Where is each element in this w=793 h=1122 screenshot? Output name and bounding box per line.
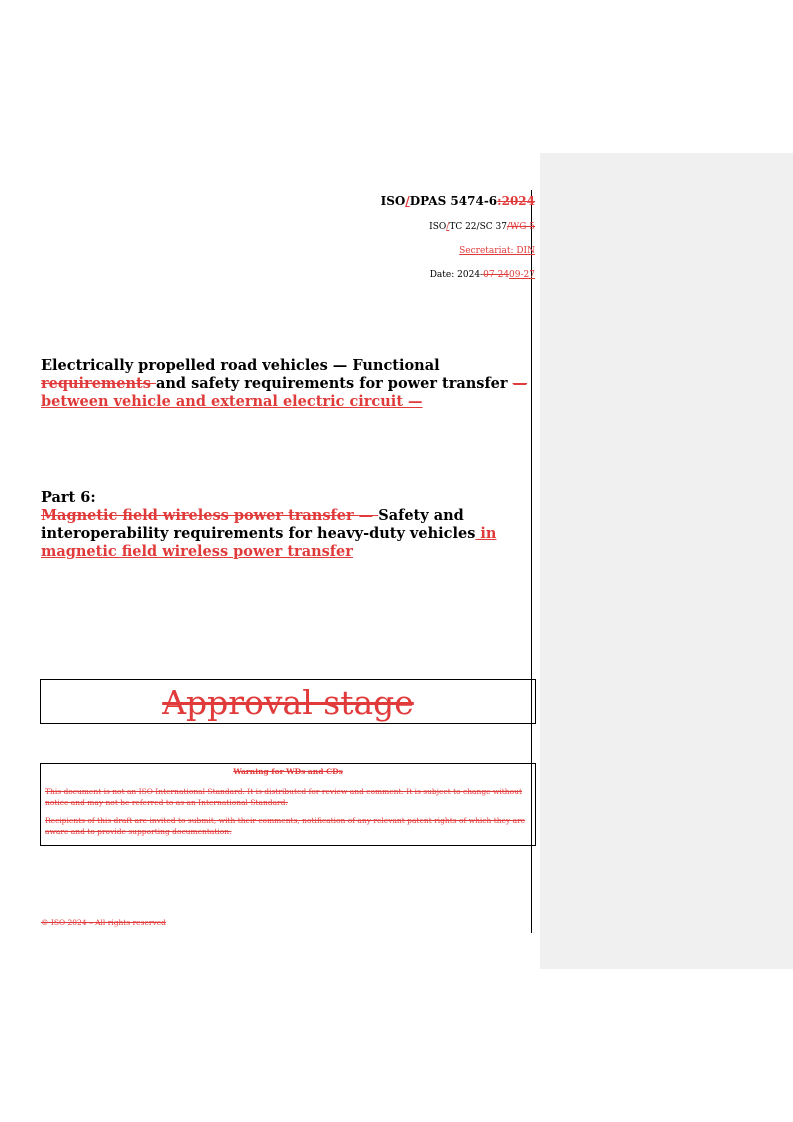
part-label: Part 6: bbox=[41, 489, 96, 506]
committee-reference bbox=[429, 222, 535, 232]
document-date bbox=[430, 270, 535, 280]
date-prefix: Date: 2024- bbox=[429, 270, 484, 280]
document-title bbox=[41, 357, 529, 411]
title-text-1: Electrically propelled road vehicles — Functional bbox=[41, 357, 440, 374]
date-inserted: 09-27 bbox=[509, 270, 535, 280]
title-inserted-text: between vehicle and external electric circuit — bbox=[41, 393, 423, 410]
tc-org: ISO bbox=[429, 222, 447, 232]
part-title bbox=[41, 507, 536, 561]
tc-deleted-wg: /WG 5 bbox=[506, 222, 535, 232]
document-number bbox=[381, 194, 535, 208]
title-text-2: and safety requirements for power transfer bbox=[155, 375, 513, 392]
warning-paragraph-2: Recipients of this draft are invited to submit, with their comments, notification of any relevant patent rights of which they are aware and to provide supporting documentation. bbox=[45, 816, 526, 836]
part-deleted-dash: — bbox=[358, 507, 379, 524]
doc-org: ISO bbox=[380, 194, 406, 208]
title-deleted-requirements: requirements bbox=[41, 375, 156, 392]
tc-insert-slash: / bbox=[446, 222, 450, 232]
warning-paragraph-1: This document is not an ISO International Standard. It is distributed for review and comment. It is subject to change without notice and may not be referred to as an International Standard. bbox=[45, 787, 522, 807]
date-deleted: 07-24 bbox=[483, 270, 510, 280]
title-deleted-dash: — bbox=[512, 375, 528, 392]
secretariat: Secretariat: DIN bbox=[459, 246, 535, 256]
doc-number: DPAS 5474-6 bbox=[409, 194, 498, 208]
warning-box bbox=[40, 763, 536, 846]
tc-number: TC 22/SC 37 bbox=[449, 222, 507, 232]
doc-deleted-year: :2024 bbox=[497, 194, 535, 208]
part-inserted-text: in magnetic field wireless power transfer bbox=[41, 525, 497, 560]
part-title-text: Safety and interoperability requirements for heavy-duty vehicles bbox=[41, 507, 476, 542]
part-deleted-text: Magnetic field wireless power transfer bbox=[41, 507, 359, 524]
copyright-footer: © ISO 2024 – All rights reserved bbox=[41, 918, 166, 927]
comment-pane bbox=[540, 153, 793, 969]
doc-insert-slash: / bbox=[405, 194, 410, 208]
warning-title: Warning for WDs and CDs bbox=[233, 767, 343, 776]
stage-box: Approval stage bbox=[40, 679, 536, 724]
